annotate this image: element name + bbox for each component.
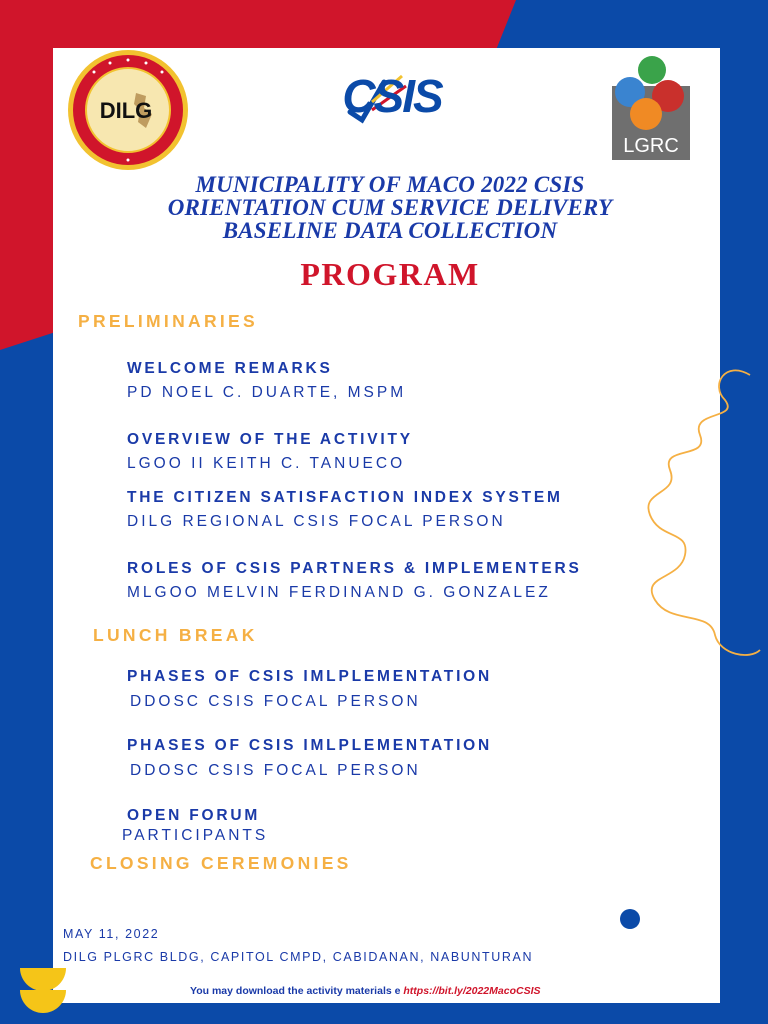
title-line-2: ORIENTATION CUM SERVICE DELIVERY — [167, 195, 613, 220]
item-title-welcome: WELCOME REMARKS — [127, 360, 333, 377]
section-lunch-break: LUNCH BREAK — [93, 625, 258, 645]
item-speaker-open-forum: PARTICIPANTS — [122, 827, 269, 844]
item-title-phases-1: PHASES OF CSIS IMLPLEMENTATION — [127, 668, 493, 685]
item-title-csis-system: THE CITIZEN SATISFACTION INDEX SYSTEM — [127, 489, 563, 506]
section-preliminaries: PRELIMINARIES — [78, 311, 258, 331]
title-line-3: BASELINE DATA COLLECTION — [222, 218, 558, 243]
decorative-squiggle — [630, 365, 768, 665]
item-speaker-welcome: PD NOEL C. DUARTE, MSPM — [127, 384, 407, 401]
item-title-overview: OVERVIEW OF THE ACTIVITY — [127, 431, 413, 448]
event-venue: DILG PLGRC BLDG, CAPITOL CMPD, CABIDANAN, NABUNTURAN — [63, 950, 534, 964]
item-title-phases-2: PHASES OF CSIS IMLPLEMENTATION — [127, 737, 493, 754]
download-note — [190, 985, 660, 997]
item-speaker-overview: LGOO II KEITH C. TANUECO — [127, 455, 406, 472]
event-title — [110, 173, 670, 242]
item-speaker-phases-1: DDOSC CSIS FOCAL PERSON — [130, 693, 421, 710]
item-title-roles: ROLES OF CSIS PARTNERS & IMPLEMENTERS — [127, 560, 582, 577]
event-date: MAY 11, 2022 — [63, 927, 160, 941]
section-closing-ceremonies: CLOSING CEREMONIES — [90, 853, 352, 873]
lgrc-logo-text: LGRC — [623, 135, 679, 157]
dilg-seal-text: DILG — [99, 98, 153, 123]
title-line-1: MUNICIPALITY OF MACO 2022 CSIS — [195, 172, 585, 197]
item-speaker-phases-2: DDOSC CSIS FOCAL PERSON — [130, 762, 421, 779]
download-text: You may download the activity materials е — [190, 985, 401, 997]
csis-logo-text: CSIS — [342, 70, 442, 122]
program-heading: PROGRAM — [300, 256, 480, 292]
decorative-dot — [620, 909, 640, 929]
item-speaker-csis-system: DILG REGIONAL CSIS FOCAL PERSON — [127, 513, 506, 530]
decorative-yellow-shape — [20, 968, 66, 1018]
download-link[interactable]: https://bit.ly/2022MacoCSIS — [403, 985, 541, 997]
item-speaker-roles: MLGOO MELVIN FERDINAND G. GONZALEZ — [127, 584, 551, 601]
item-title-open-forum: OPEN FORUM — [127, 807, 261, 824]
csis-logo — [322, 62, 462, 132]
lgrc-logo — [612, 56, 690, 160]
dilg-seal-logo — [66, 48, 190, 172]
